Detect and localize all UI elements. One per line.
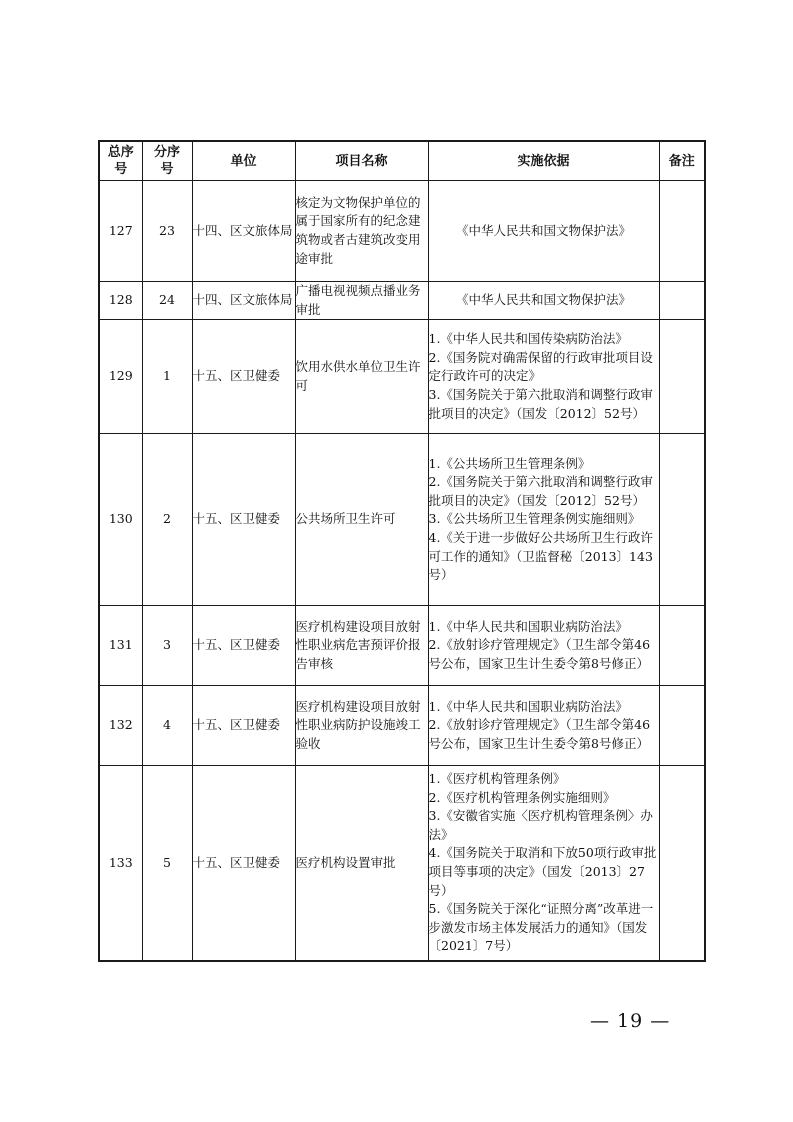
- cell-total-no: 132: [99, 686, 142, 766]
- cell-item-name: 医疗机构建设项目放射性职业病危害预评价报告审核: [295, 606, 428, 686]
- cell-unit: 十四、区文旅体局: [192, 282, 295, 320]
- cell-basis: [428, 686, 659, 766]
- cell-item-name: 广播电视视频点播业务审批: [295, 282, 428, 320]
- cell-note: [659, 686, 705, 766]
- cell-note: [659, 606, 705, 686]
- basis-entry: 1.《中华人民共和国职业病防治法》: [428, 698, 628, 714]
- basis-entry: 2.《国务院对确需保留的行政审批项目设定行政许可的决定》: [428, 349, 653, 384]
- table-header-row: [99, 141, 705, 181]
- cell-unit: 十五、区卫健委: [192, 606, 295, 686]
- basis-entry: 3.《安徽省实施〈医疗机构管理条例〉办法》: [428, 808, 653, 842]
- basis-entry: 4.《关于进一步做好公共场所卫生行政许可工作的通知》（卫监督秘〔2013〕143号）: [428, 529, 653, 583]
- table-row: [99, 181, 705, 282]
- basis-entry: 2.《国务院关于第六批取消和调整行政审批项目的决定》（国发〔2012〕52号）: [428, 474, 653, 508]
- cell-unit: 十五、区卫健委: [192, 686, 295, 766]
- cell-sub-no: 23: [142, 181, 192, 282]
- basis-entry: 3.《国务院关于第六批取消和调整行政审批项目的决定》（国发〔2012〕52号）: [428, 386, 653, 421]
- basis-entry: 5.《国务院关于深化“证照分离”改革进一步激发市场主体发展活力的通知》（国发〔2021〕7号）: [428, 901, 654, 954]
- cell-note: [659, 282, 705, 320]
- cell-total-no: 129: [99, 320, 142, 434]
- page-number: — 19 —: [590, 1010, 671, 1032]
- basis-entry: 1.《医疗机构管理条例》: [428, 770, 566, 786]
- cell-unit: 十四、区文旅体局: [192, 181, 295, 282]
- cell-note: [659, 320, 705, 434]
- cell-sub-no: 5: [142, 766, 192, 961]
- approval-items-table: [98, 140, 706, 962]
- cell-unit: 十五、区卫健委: [192, 434, 295, 606]
- cell-item-name: 公共场所卫生许可: [295, 434, 428, 606]
- basis-entry: 1.《中华人民共和国传染病防治法》: [428, 331, 628, 347]
- cell-item-name: 核定为文物保护单位的属于国家所有的纪念建筑物或者古建筑改变用途审批: [295, 181, 428, 282]
- basis-entry: 2.《医疗机构管理条例实施细则》: [428, 789, 616, 805]
- cell-total-no: 130: [99, 434, 142, 606]
- table-row: [99, 434, 705, 606]
- cell-note: [659, 181, 705, 282]
- cell-sub-no: 4: [142, 686, 192, 766]
- basis-entry: 1.《公共场所卫生管理条例》: [428, 455, 591, 471]
- cell-basis: [428, 766, 659, 961]
- cell-sub-no: 24: [142, 282, 192, 320]
- table-row: [99, 320, 705, 434]
- table-row: [99, 282, 705, 320]
- header-sub-no: 分序号: [142, 141, 192, 181]
- cell-basis: 《中华人民共和国文物保护法》: [428, 282, 659, 320]
- cell-total-no: 127: [99, 181, 142, 282]
- cell-note: [659, 766, 705, 961]
- header-total-no: 总序号: [99, 141, 142, 181]
- cell-unit: 十五、区卫健委: [192, 320, 295, 434]
- cell-sub-no: 1: [142, 320, 192, 434]
- cell-basis: 《中华人民共和国文物保护法》: [428, 181, 659, 282]
- cell-basis: [428, 434, 659, 606]
- cell-item-name: 医疗机构设置审批: [295, 766, 428, 961]
- cell-item-name: 医疗机构建设项目放射性职业病防护设施竣工验收: [295, 686, 428, 766]
- table-row: [99, 686, 705, 766]
- cell-total-no: 131: [99, 606, 142, 686]
- header-item-name: 项目名称: [295, 141, 428, 181]
- header-basis: 实施依据: [428, 141, 659, 181]
- basis-entry: 1.《中华人民共和国职业病防治法》: [428, 618, 628, 634]
- cell-unit: 十五、区卫健委: [192, 766, 295, 961]
- table-row: [99, 766, 705, 961]
- basis-entry: 3.《公共场所卫生管理条例实施细则》: [428, 511, 641, 527]
- basis-entry: 2.《放射诊疗管理规定》（卫生部令第46号公布，国家卫生计生委令第8号修正）: [428, 637, 651, 671]
- basis-entry: 2.《放射诊疗管理规定》（卫生部令第46号公布，国家卫生计生委令第8号修正）: [428, 717, 651, 751]
- header-note: 备注: [659, 141, 705, 181]
- cell-total-no: 133: [99, 766, 142, 961]
- basis-entry: 4.《国务院关于取消和下放50项行政审批项目等事项的决定》（国发〔2013〕27号）: [428, 845, 657, 898]
- cell-sub-no: 2: [142, 434, 192, 606]
- cell-item-name: 饮用水供水单位卫生许可: [295, 320, 428, 434]
- cell-basis: [428, 606, 659, 686]
- cell-basis: [428, 320, 659, 434]
- cell-total-no: 128: [99, 282, 142, 320]
- table-row: [99, 606, 705, 686]
- cell-sub-no: 3: [142, 606, 192, 686]
- cell-note: [659, 434, 705, 606]
- header-unit: 单位: [192, 141, 295, 181]
